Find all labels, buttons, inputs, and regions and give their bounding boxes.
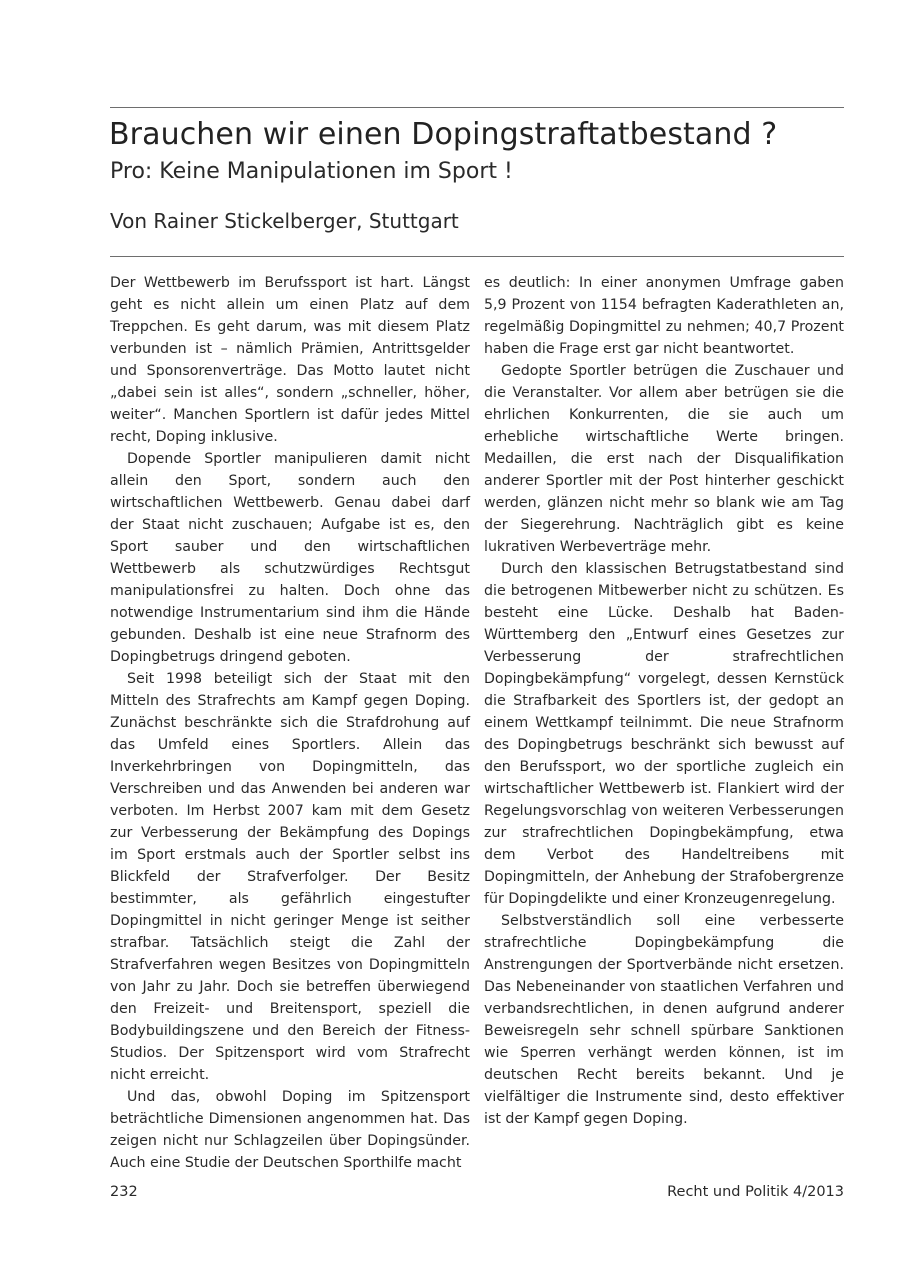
header-bottom-rule — [110, 256, 844, 257]
paragraph: Durch den klassischen Betrugstatbestand sind die betrogenen Mitbewerber nicht zu schützen. Es besteht eine Lücke. Deshalb hat Baden-Württemberg den „Entwurf eines Gesetzes zur Verbesserung der strafrechtlichen Dopingbekämpfung“ vorgelegt, dessen Kernstück die Strafbarkeit des Sportlers ist, der gedopt an einem Wettkampf teilnimmt. Die neue Strafnorm des Dopingbetrugs beschränkt sich bewusst auf den Berufssport, wo der sportliche zugleich ein wirtschaftlicher Wettbewerb ist. Flankiert wird der Regelungsvorschlag von weiteren Verbesserungen zur strafrechtlichen Dopingbekämpfung, etwa dem Verbot des Handeltreibens mit Dopingmitteln, der Anhebung der Strafobergrenze für Dopingdelikte und einer Kronzeugenregelung. — [484, 561, 844, 907]
article-title: Brauchen wir einen Dopingstraftatbestand ? — [109, 117, 778, 152]
page-number: 232 — [110, 1184, 138, 1200]
paragraph-continuation: es deutlich: In einer anonymen Umfrage gaben 5,9 Prozent von 1154 befragten Kaderathleten an, regelmäßig Dopingmittel zu nehmen; 40,7 Prozent haben die Frage erst gar nicht beantwortet. — [484, 275, 844, 357]
left-column — [110, 272, 470, 1174]
paragraph: Gedopte Sportler betrügen die Zuschauer und die Veranstalter. Vor allem aber betrügen sie die ehrlichen Konkurrenten, die sie auch um erhebliche wirtschaftliche Werte bringen. Medaillen, die erst nach der Disqualifikation anderer Sportler mit der Post hinterher geschickt werden, glänzen nicht mehr so blank wie am Tag der Siegerehrung. Nachträglich gibt es keine lukrativen Werbeverträge mehr. — [484, 363, 844, 555]
article-subtitle: Pro: Keine Manipulationen im Sport ! — [110, 159, 513, 184]
article-byline: Von Rainer Stickelberger, Stuttgart — [110, 209, 459, 233]
paragraph: Seit 1998 beteiligt sich der Staat mit den Mitteln des Strafrechts am Kampf gegen Doping. Zunächst beschränkte sich die Strafdrohung auf das Umfeld eines Sportlers. Allein das Inverkehrbringen von Dopingmitteln, das Verschreiben und das Anwenden bei anderen war verboten. Im Herbst 2007 kam mit dem Gesetz zur Verbesserung der Bekämpfung des Dopings im Sport erstmals auch der Sportler selbst ins Blickfeld der Strafverfolger. Der Besitz bestimmter, als gefährlich eingestufter Dopingmittel in nicht geringer Menge ist seither strafbar. Tatsächlich steigt die Zahl der Strafverfahren wegen Besitzes von Dopingmitteln von Jahr zu Jahr. Doch sie betreffen überwiegend den Freizeit- und Breitensport, speziell die Bodybuildingszene und den Bereich der Fitness-Studios. Der Spitzensport wird vom Strafrecht nicht erreicht. — [110, 671, 470, 1083]
paragraph: Der Wettbewerb im Berufssport ist hart. Längst geht es nicht allein um einen Platz auf dem Treppchen. Es geht darum, was mit diesem Platz verbunden ist – nämlich Prämien, Antrittsgelder und Sponsorenverträge. Das Motto lautet nicht „dabei sein ist alles“, sondern „schneller, höher, weiter“. Manchen Sportlern ist dafür jedes Mittel recht, Doping inklusive. — [110, 275, 470, 445]
right-column — [484, 272, 844, 1130]
paragraph: Dopende Sportler manipulieren damit nicht allein den Sport, sondern auch den wirtschaftlichen Wettbewerb. Genau dabei darf der Staat nicht zuschauen; Aufgabe ist es, den Sport sauber und den wirtschaftlichen Wettbewerb als schutzwürdiges Rechtsgut manipulationsfrei zu halten. Doch ohne das notwendige Instrumentarium sind ihm die Hände gebunden. Deshalb ist eine neue Strafnorm des Dopingbetrugs dringend geboten. — [110, 451, 470, 665]
journal-citation: Recht und Politik 4/2013 — [667, 1184, 844, 1200]
paragraph: Selbstverständlich soll eine verbesserte strafrechtliche Dopingbekämpfung die Anstrengungen der Sportverbände nicht ersetzen. Das Nebeneinander von staatlichen Verfahren und verbandsrechtlichen, in denen aufgrund anderer Beweisregeln sehr schnell spürbare Sanktionen wie Sperren verhängt werden können, ist im deutschen Recht bereits bekannt. Und je vielfältiger die Instrumente sind, desto effektiver ist der Kampf gegen Doping. — [484, 913, 844, 1127]
top-rule — [110, 107, 844, 108]
paragraph: Und das, obwohl Doping im Spitzensport beträchtliche Dimensionen angenommen hat. Das zeigen nicht nur Schlagzeilen über Dopingsünder. Auch eine Studie der Deutschen Sporthilfe macht — [110, 1089, 470, 1171]
